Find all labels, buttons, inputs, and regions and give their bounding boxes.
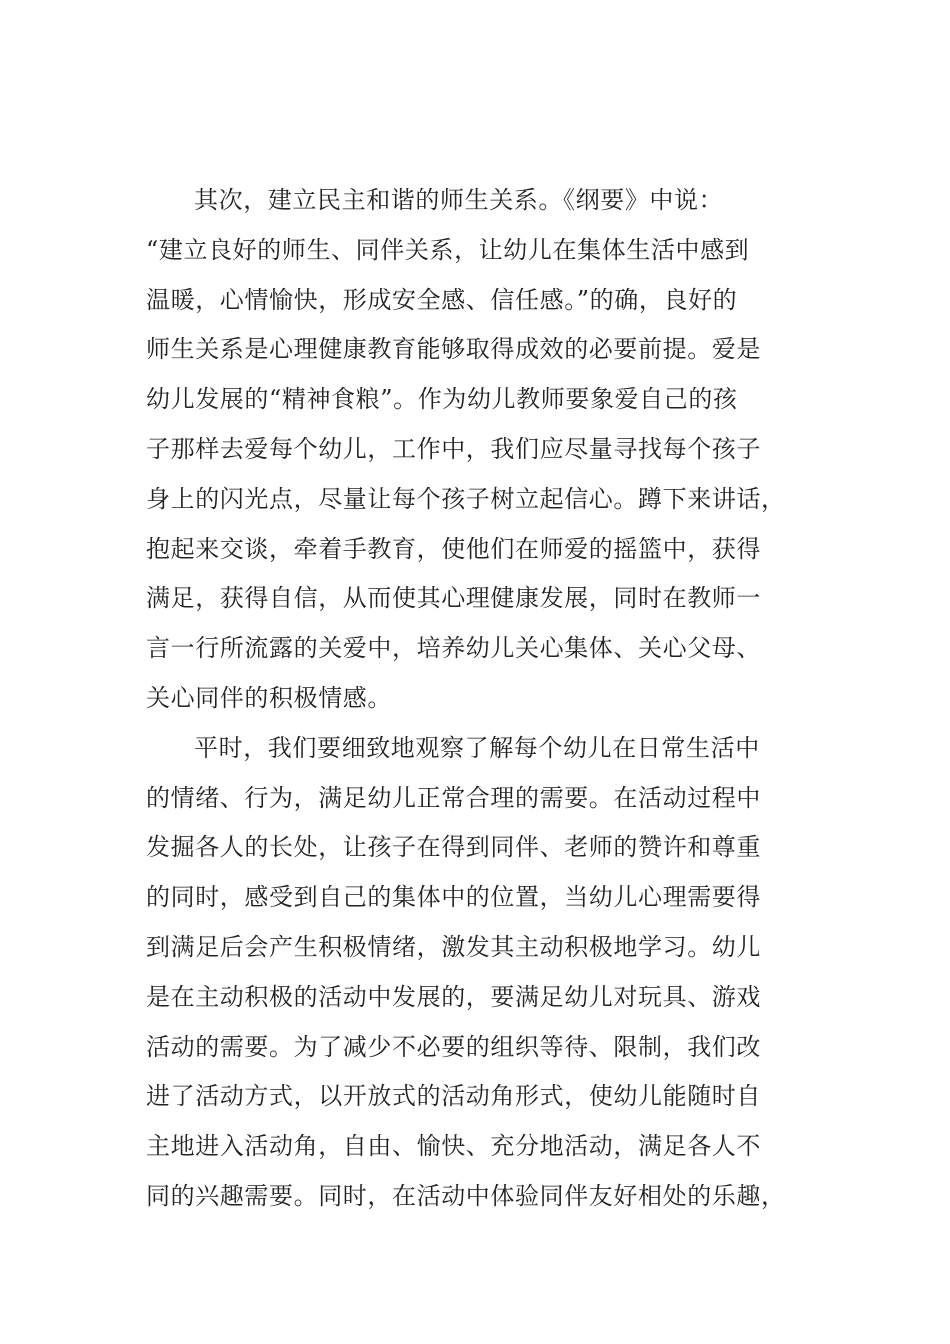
text-line: 关心同伴的积极情感。 [146, 683, 392, 712]
paragraph-2 [146, 724, 806, 1222]
text-line: 是在主动积极的活动中发展的，要满足幼儿对玩具、游戏 [146, 982, 761, 1011]
text-line: 抱起来交谈，牵着手教育，使他们在师爱的摇篮中，获得 [146, 534, 761, 563]
text-line: 的同时，感受到自己的集体中的位置，当幼儿心理需要得 [146, 883, 761, 912]
text-line: 的情绪、行为，满足幼儿正常合理的需要。在活动过程中 [146, 783, 761, 812]
text-line: 满足，获得自信，从而使其心理健康发展，同时在教师一 [146, 584, 761, 613]
text-line: 主地进入活动角，自由、愉快、充分地活动，满足各人不 [146, 1132, 761, 1161]
text-line: 同的兴趣需要。同时，在活动中体验同伴友好相处的乐趣， [146, 1181, 786, 1210]
text-line: 身上的闪光点，尽量让每个孩子树立起信心。蹲下来讲话， [146, 484, 786, 513]
text-line: 幼儿发展的“精神食粮”。作为幼儿教师要象爱自己的孩 [146, 385, 738, 414]
text-line: “建立良好的师生、同伴关系，让幼儿在集体生活中感到 [146, 235, 750, 264]
text-line: 言一行所流露的关爱中，培养幼儿关心集体、关心父母、 [146, 634, 761, 663]
text-line: 平时，我们要细致地观察了解每个幼儿在日常生活中 [194, 733, 760, 762]
text-line: 子那样去爱每个幼儿，工作中，我们应尽量寻找每个孩子 [146, 434, 761, 463]
text-line: 到满足后会产生积极情绪，激发其主动积极地学习。幼儿 [146, 932, 761, 961]
text-line: 活动的需要。为了减少不必要的组织等待、限制，我们改 [146, 1032, 761, 1061]
paragraph-1 [146, 176, 806, 724]
text-line: 温暖，心情愉快，形成安全感、信任感。”的确，良好的 [146, 285, 738, 314]
document-body [146, 176, 806, 1222]
text-line: 进了活动方式，以开放式的活动角形式，使幼儿能随时自 [146, 1082, 761, 1111]
text-line: 发掘各人的长处，让孩子在得到同伴、老师的赞许和尊重 [146, 833, 761, 862]
text-line: 其次，建立民主和谐的师生关系。《纲要》中说： [194, 186, 724, 214]
text-line: 师生关系是心理健康教育能够取得成效的必要前提。爱是 [146, 335, 761, 364]
